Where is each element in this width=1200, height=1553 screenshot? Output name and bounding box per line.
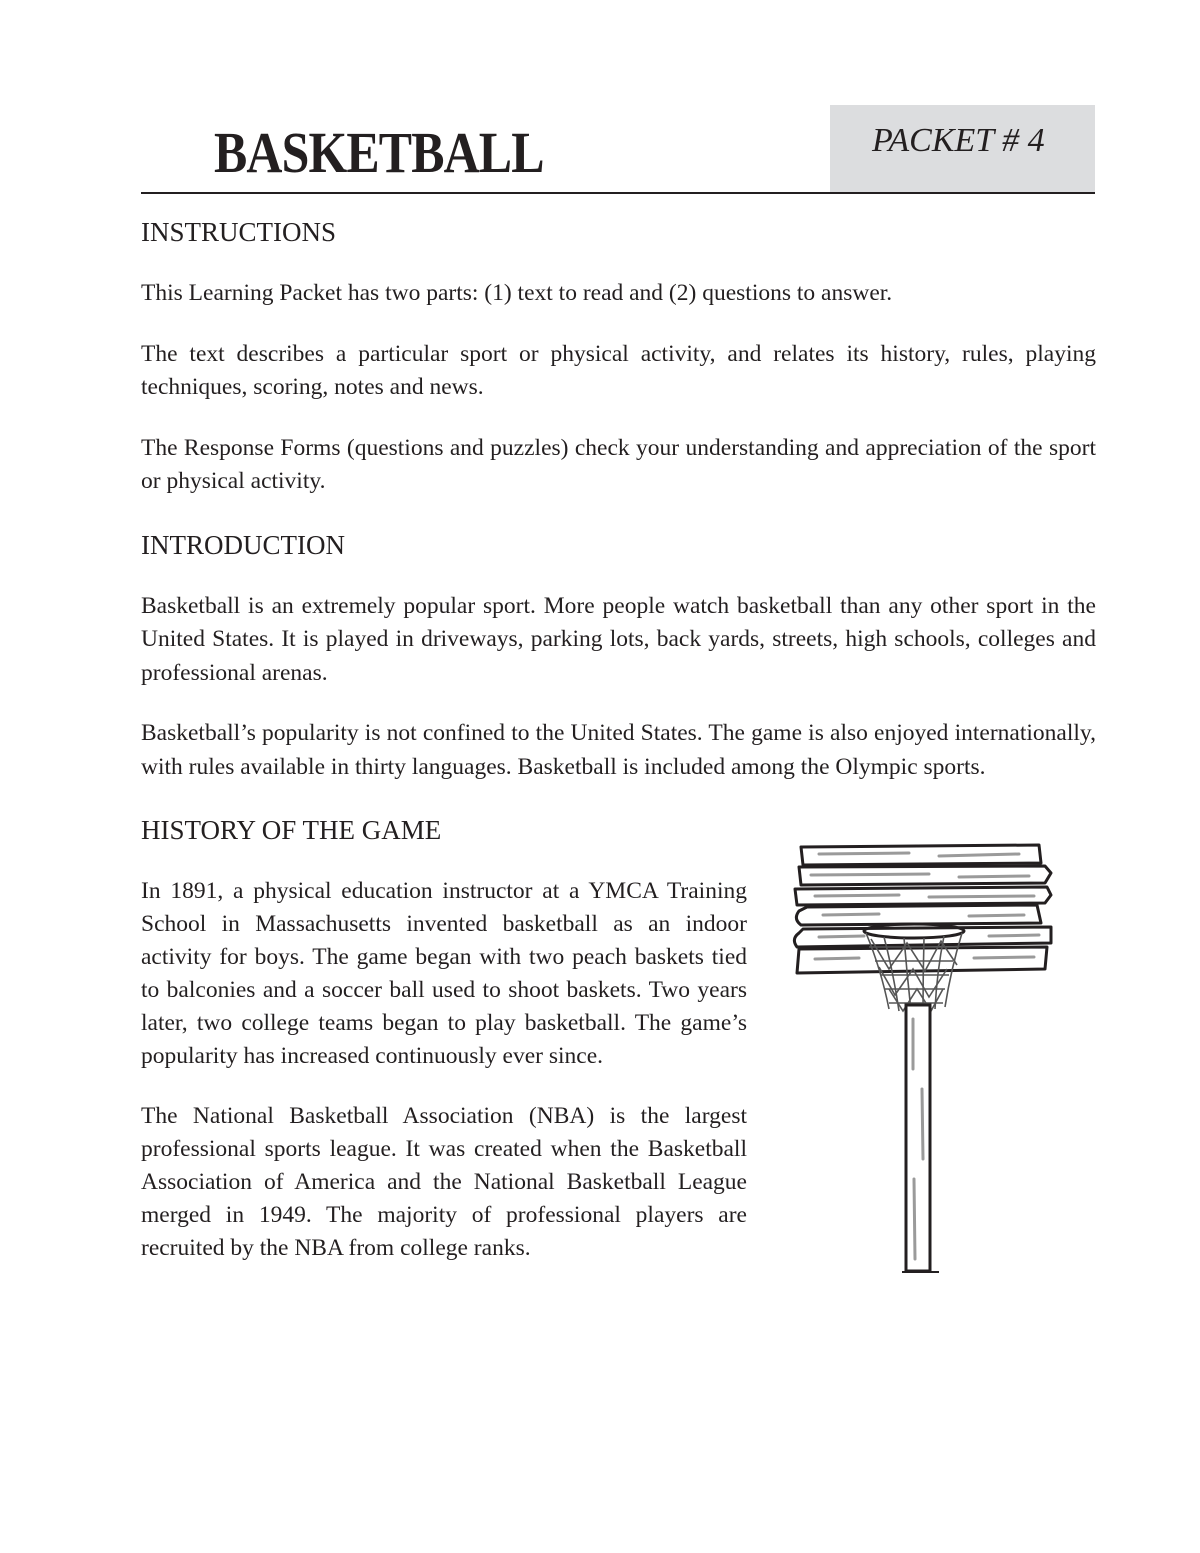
page-header [141,105,1095,195]
history-text [141,875,747,1265]
introduction-section [141,527,1096,785]
header-rule [141,192,1095,194]
instructions-section [141,214,1096,499]
history-paragraph-2: The National Basketball Association (NBA) is the largest professional sports league. It was created when the Basketball Association of America and the National Basketball League merged in 1949. The majority of professional players are recruited by the NBA from college ranks. [141,1103,747,1261]
history-heading: HISTORY OF THE GAME [141,815,442,845]
history-paragraph-1: In 1891, a physical education instructor at a YMCA Training School in Massachusetts invented basketball as an indoor activity for boys. The game began with two peach baskets tied to balconies and a soccer ball used to shoot baskets. Two years later, two college teams began to play basketball. The game’s popularity has increased continuously ever since. [141,878,747,1069]
basketball-hoop-icon [789,839,1069,1289]
instructions-paragraph-3: The Response Forms (questions and puzzles) check your understanding and appreciation of the sport or physical activity. [141,434,1096,494]
instructions-heading: INSTRUCTIONS [141,217,337,247]
packet-label: PACKET # 4 [872,122,1045,159]
packet-badge [830,105,1095,193]
introduction-paragraph-1: Basketball is an extremely popular sport. More people watch basketball than any other sport in the United States. It is played in driveways, parking lots, back yards, streets, high schools, colleges and professional arenas. [141,592,1096,686]
instructions-paragraph-2: The text describes a particular sport or physical activity, and relates its history, rules, playing techniques, scoring, notes and news. [141,340,1096,400]
page-title: BASKETBALL [214,120,544,185]
history-section [141,812,1096,1265]
instructions-paragraph-1: This Learning Packet has two parts: (1) text to read and (2) questions to answer. [141,280,893,306]
introduction-paragraph-2: Basketball’s popularity is not confined to the United States. The game is also enjoyed internationally, with rules available in thirty languages. Basketball is included among the Olympic sports. [141,720,1096,780]
document-body [141,214,1096,1265]
introduction-heading: INTRODUCTION [141,529,345,560]
